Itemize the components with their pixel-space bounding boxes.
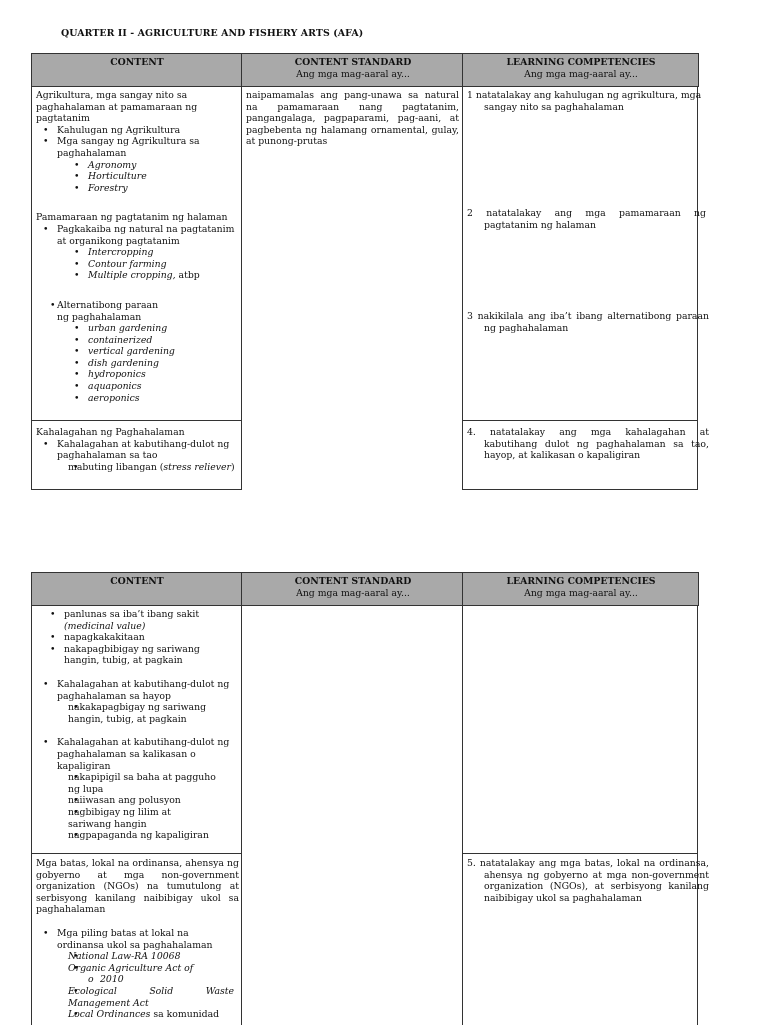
header-competencies-sub: Ang mga mag-aaral ay...: [524, 68, 638, 80]
divider: [241, 605, 242, 1025]
list-item: • hydroponics: [36, 369, 239, 381]
list-item: • Kahalagahan at kabutihang-dulot ng paghahalaman sa hayop: [36, 679, 239, 702]
list-item: [36, 1009, 239, 1021]
header-standard-label: CONTENT STANDARD: [294, 57, 412, 68]
list-item: • Pagkakaiba ng natural na pagtatanim at organikong pagtatanim: [36, 224, 239, 247]
content-cell: [36, 609, 239, 842]
header-competencies-label: LEARNING COMPETENCIES: [506, 57, 656, 68]
divider: [31, 605, 32, 1025]
list-item: • Intercropping: [36, 247, 239, 259]
list-item: • containerized: [36, 335, 239, 347]
table-header: [31, 53, 699, 87]
content-heading: Pamamaraan ng pagtatanim ng halaman: [36, 212, 228, 224]
list-item: • napagkakakitaan: [36, 632, 239, 644]
divider: [462, 489, 698, 490]
divider: [462, 420, 698, 421]
curriculum-table-1: [31, 53, 709, 491]
competency-4: 4. natatalakay ang mga kahalagahan at kabutihang dulot ng paghahalaman sa tao, hayop, at kalikasan o kapaligiran: [467, 427, 709, 462]
header-competencies: [464, 573, 698, 605]
table-header: [31, 572, 699, 606]
list-item: [36, 462, 239, 474]
standard-cell: naipamamalas ang pang-unawa sa natural na pamamaraan nang pagtatanim, pangangalaga, pagpaparami, pag-aani, at pagbebenta ng halamang ornamental, gulay, at punong-prutas: [246, 90, 459, 148]
content-list: [36, 224, 239, 282]
list-item: [36, 609, 239, 632]
content-cell: [36, 858, 239, 1021]
content-list: [36, 125, 239, 195]
list-item: • nagpapaganda ng kapaligiran: [36, 830, 239, 842]
list-item-italic: Local Ordinances: [68, 1009, 151, 1021]
divider: [462, 605, 463, 1025]
list-item-text: panlunas sa iba’t ibang sakit: [64, 609, 200, 620]
list-item: • Organic Agriculture Act of: [36, 963, 239, 975]
divider: [462, 572, 463, 605]
competency-3: 3 nakikilala ang iba’t ibang alternatibong paraan ng paghahalaman: [467, 311, 709, 334]
list-item: • dish gardening: [36, 358, 239, 370]
divider: [241, 86, 242, 490]
header-content: [32, 573, 242, 605]
divider: [31, 86, 32, 490]
divider: [31, 853, 242, 854]
list-item: • nakakapagbigay ng sariwang hangin, tubig, at pagkain: [36, 702, 218, 725]
list-item: • Mga sangay ng Agrikultura sa paghahalaman: [36, 136, 239, 159]
content-list: [36, 300, 239, 404]
content-heading: Kahalagahan ng Paghahalaman: [36, 427, 185, 438]
list-item: • National Law-RA 10068: [36, 951, 239, 963]
header-content: [32, 54, 242, 86]
list-item: [36, 270, 239, 282]
list-item: • Ecological Solid Waste Management Act: [36, 986, 234, 1009]
content-heading: Mga batas, lokal na ordinansa, ahensya ng gobyerno at mga non-government organization (NGOs) na tumutulong at serbisyong kanilang naibibigay ukol sa paghahalaman: [36, 858, 239, 916]
content-list: [36, 439, 239, 474]
list-item-text: atbp: [175, 270, 200, 282]
header-standard-sub: Ang mga mag-aaral ay...: [296, 587, 410, 599]
divider: [462, 853, 698, 854]
divider: [697, 605, 698, 1025]
list-item: • nakapipigil sa baha at pagguho ng lupa: [36, 772, 228, 795]
list-item: • aquaponics: [36, 381, 239, 393]
list-item: • Kahalagahan at kabutihang-dulot ng paghahalaman sa kalikasan o kapaligiran: [36, 737, 239, 772]
header-standard-sub: Ang mga mag-aaral ay...: [296, 68, 410, 80]
list-item: • Forestry: [36, 183, 239, 195]
divider: [462, 53, 463, 86]
list-item: • Contour farming: [36, 259, 239, 271]
list-item: • Horticulture: [36, 171, 239, 183]
list-item: • Kahulugan ng Agrikultura: [36, 125, 239, 137]
list-item: • vertical gardening: [36, 346, 239, 358]
list-item: • urban gardening: [36, 323, 239, 335]
list-item: o 2010: [36, 974, 239, 986]
list-item: • Alternatibong paraan ng paghahalaman: [36, 300, 169, 323]
divider: [31, 489, 242, 490]
header-competencies-label: LEARNING COMPETENCIES: [506, 576, 656, 587]
divider: [31, 420, 242, 421]
competency-2: 2 natatalakay ang mga pamamaraan ng pagtatanim ng halaman: [467, 208, 706, 231]
header-competencies-sub: Ang mga mag-aaral ay...: [524, 587, 638, 599]
list-item-italic: Multiple cropping,: [88, 270, 176, 282]
list-item-text: mabuting libangan (: [68, 461, 164, 473]
content-list: [36, 679, 239, 725]
list-item: • Kahalagahan at kabutihang-dulot ng paghahalaman sa tao: [36, 439, 239, 462]
content-cell: [36, 427, 239, 473]
divider: [241, 53, 242, 86]
list-item-text: sa komunidad: [150, 1009, 220, 1021]
list-item: • Agronomy: [36, 160, 239, 172]
header-content-label: CONTENT: [110, 576, 164, 587]
list-item: • aeroponics: [36, 393, 239, 405]
divider: [241, 572, 242, 605]
list-item-text: ): [230, 461, 235, 473]
content-list: [36, 928, 239, 1021]
list-item-italic: stress reliever: [163, 461, 231, 473]
header-standard-label: CONTENT STANDARD: [294, 576, 412, 587]
curriculum-table-2: [31, 572, 709, 1024]
header-standard: [243, 54, 463, 86]
header-competencies: [464, 54, 698, 86]
document-title: QUARTER II - AGRICULTURE AND FISHERY ARTS (AFA): [61, 28, 364, 39]
list-item: • nagbibigay ng lilim at sariwang hangin: [36, 807, 208, 830]
content-cell: [36, 90, 239, 404]
content-list: [36, 609, 239, 667]
competency-1: 1 natatalakay ang kahulugan ng agrikultura, mga sangay nito sa paghahalaman: [467, 90, 702, 113]
content-intro: Agrikultura, mga sangay nito sa paghahalaman at pamamaraan ng pagtatanim: [36, 90, 198, 125]
list-item: • nakapagbibigay ng sariwang hangin, tubig, at pagkain: [36, 644, 206, 667]
content-list: [36, 737, 239, 841]
divider: [462, 86, 463, 490]
list-item: • Mga piling batas at lokal na ordinansa ukol sa paghahalaman: [36, 928, 227, 951]
competency-5: 5. natatalakay ang mga batas, lokal na ordinansa, ahensya ng gobyerno at mga non-government organization (NGOs), at serbisyong kanilang naibibigay ukol sa paghahalaman: [467, 858, 709, 904]
header-content-label: CONTENT: [110, 57, 164, 68]
list-item-italic: (medicinal value): [64, 620, 146, 632]
list-item: • naiiwasan ang polusyon: [36, 795, 239, 807]
header-standard: [243, 573, 463, 605]
